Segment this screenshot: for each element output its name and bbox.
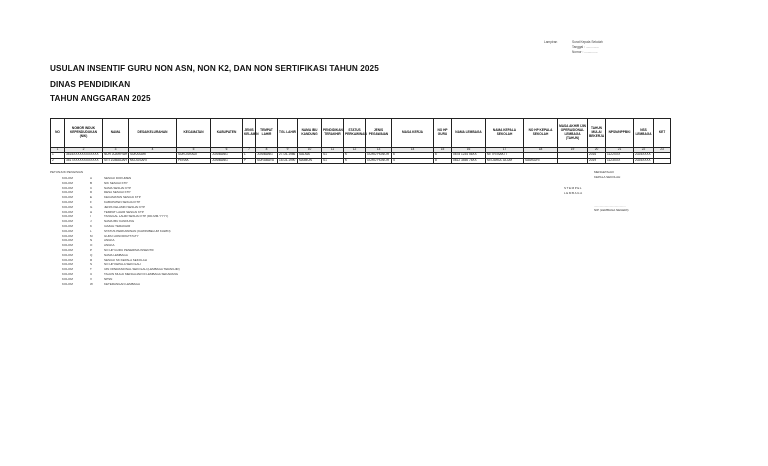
table-cell: 15-03-1990 [278, 158, 298, 164]
table-cell: P [243, 158, 256, 164]
petunjuk-kolom: KOLOM [62, 199, 73, 204]
signature-nip: NIP (LEMBAGA NEGERI) [594, 208, 629, 213]
petunjuk-kolom: KOLOM [62, 233, 73, 238]
stamp-line: STEMPEL [564, 186, 583, 190]
table-header-cell: NO HP GURU [434, 119, 452, 148]
petunjuk-desc: ANGKA [104, 238, 115, 243]
petunjuk-desc: SESUAI DOKUMEN [104, 176, 132, 180]
table-cell: MI DARUL ULUM [486, 158, 524, 164]
petunjuk-kolom: KOLOM [62, 223, 73, 228]
column-number-cell: 1 [51, 148, 65, 153]
stamp-line: LEMBAGA [564, 190, 583, 195]
table-cell: 6 [392, 153, 434, 159]
petunjuk-kolom: KOLOM [62, 228, 73, 233]
petunjuk-kolom: KOLOM [62, 257, 73, 262]
table-cell: S1 [322, 153, 344, 159]
petunjuk-letter: G [90, 204, 93, 209]
petunjuk-letter: E [90, 195, 93, 200]
petunjuk-desc: ANGKA [104, 243, 115, 248]
lampiran-key: Lampiran [544, 40, 558, 44]
petunjuk-letter: A [90, 176, 93, 180]
petunjuk-desc: NO HP GURU PENERIMA INSENTIF [104, 247, 154, 252]
table-cell: 2025XXXX [634, 158, 654, 164]
table-cell: SALMA [298, 153, 322, 159]
document-subtitle: DINAS PENDIDIKAN [50, 80, 131, 89]
petunjuk-letter: W [90, 281, 93, 286]
petunjuk-desc: NPSN [104, 276, 113, 281]
table-header-cell: KECAMATAN [177, 119, 211, 148]
stamp-placeholder [564, 186, 583, 195]
table-header-cell: NO [51, 119, 65, 148]
petunjuk-kolom: KOLOM [62, 204, 73, 209]
petunjuk-desc: NAMA LEMBAGA [104, 252, 128, 257]
column-number-cell: 15 [434, 148, 452, 153]
petunjuk-letter: V [90, 276, 93, 281]
petunjuk-item [50, 282, 244, 287]
table-cell: MOJOSARI [129, 158, 177, 164]
table-cell: S1 [322, 158, 344, 164]
table-cell: GURU HONOR [366, 153, 392, 159]
table-cell: 1123XXX [606, 158, 634, 164]
petunjuk-letter: C [90, 185, 93, 190]
petunjuk-desc: IJAZAH TERAKHIR [104, 223, 131, 228]
petunjuk-letter: N [90, 238, 93, 243]
signature-line1: MENGETAHUI [594, 170, 614, 174]
column-number-cell: 12 [344, 148, 366, 153]
table-cell [654, 158, 671, 164]
table-header-cell: MASA KERJA [392, 119, 434, 148]
lampiran-row [544, 50, 616, 55]
petunjuk-letter: S [90, 262, 93, 267]
petunjuk-desc: TEMPAT LAHIR SESUAI KTP [104, 209, 144, 214]
column-number-cell: 10 [298, 148, 322, 153]
table-header-cell: MASA AKHIR IJIN OPERASIONAL LEMBAGA (TAHUN) [558, 119, 588, 148]
table-header-cell: DESA/KELURAHAN [129, 119, 177, 148]
petunjuk-desc: NAMA SESUAI KTP [104, 185, 132, 190]
table-header-cell: KABUPATEN [211, 119, 243, 148]
table-header-row [51, 119, 671, 148]
petunjuk-desc: IJIN OPERASIONAL SEKOLAH (LEMBAGA TERAKHIR) [104, 267, 180, 272]
petunjuk-desc: TAHUN MULAI MENGAJAR DI LEMBAGA SEKARANG [104, 271, 179, 276]
table-cell: GURU HONOR [366, 158, 392, 164]
table-header-cell: NPSN/NPPBKI [606, 119, 634, 148]
table-cell: SAMSURI [524, 158, 558, 164]
column-number-cell: 3 [103, 148, 129, 153]
column-number-cell: 5 [177, 148, 211, 153]
table-header-cell: TAHUN MULAI BEKERJA [588, 119, 606, 148]
petunjuk-list [50, 176, 244, 286]
petunjuk-letter: I [90, 214, 91, 219]
petunjuk-kolom: KOLOM [62, 281, 73, 286]
petunjuk-desc: SESUAI SK KEPALA SEKOLAH [104, 257, 147, 262]
table-header-cell: NAMA IBU KANDUNG [298, 119, 322, 148]
petunjuk-letter: L [90, 228, 92, 233]
petunjuk-kolom: KOLOM [62, 247, 73, 252]
petunjuk-letter: Q [90, 252, 93, 257]
petunjuk-kolom: KOLOM [62, 180, 73, 185]
table-cell: SURABAYA [256, 158, 278, 164]
petunjuk-kolom: KOLOM [62, 195, 73, 200]
signature-block [594, 170, 628, 213]
petunjuk-desc: NO HP KEPALA SEKOLAH [104, 262, 141, 267]
column-number-cell: 21 [606, 148, 634, 153]
petunjuk-letter: R [90, 257, 93, 262]
lampiran-value: Tanggal : ............... [572, 45, 600, 49]
petunjuk-letter: D [90, 190, 93, 195]
petunjuk-kolom: KOLOM [62, 267, 73, 272]
column-number-cell: 11 [322, 148, 344, 153]
petunjuk-letter: P [90, 247, 93, 252]
table-cell: MAIMUN [298, 158, 322, 164]
petunjuk-kolom: KOLOM [62, 209, 73, 214]
column-number-cell: 8 [256, 148, 278, 153]
petunjuk-kolom: KOLOM [62, 276, 73, 281]
lampiran-key [544, 50, 572, 55]
table-cell [558, 158, 588, 164]
column-number-cell: 4 [129, 148, 177, 153]
document-title: USULAN INSENTIF GURU NON ASN, NON K2, DAN NON SERTIFIKASI TAHUN 2025 [50, 64, 379, 73]
table-cell: 2025XXXX [634, 153, 654, 159]
table-cell: 27-04-1986 [278, 153, 298, 159]
petunjuk-desc: GURU HONOR/GTT/GTY [104, 233, 139, 238]
table-header-cell: STATUS PERKAWINAN [344, 119, 366, 148]
column-number-cell: 13 [366, 148, 392, 153]
table-header-cell: NAMA LEMBAGA [452, 119, 486, 148]
column-number-cell: 14 [392, 148, 434, 153]
petunjuk-kolom: KOLOM [62, 262, 73, 267]
document-year: TAHUN ANGGARAN 2025 [50, 94, 151, 103]
table-header-cell: NAMA [103, 119, 129, 148]
table-cell: 6 [434, 153, 452, 159]
column-number-cell: 17 [486, 148, 524, 153]
table-cell: JOMBANG [211, 153, 243, 159]
petunjuk-kolom: KOLOM [62, 190, 73, 195]
column-number-cell: 23 [654, 148, 671, 153]
table-header-cell: JENIS KELAMIN [243, 119, 256, 148]
column-number-cell: 6 [211, 148, 243, 153]
petunjuk-letter: U [90, 271, 93, 276]
table-header-cell: TEMPAT LAHIR [256, 119, 278, 148]
column-number-cell: 18 [524, 148, 558, 153]
column-number-cell: 9 [278, 148, 298, 153]
table-cell: 2019 [588, 158, 606, 164]
table-cell: SUKASARI [129, 153, 177, 159]
table-cell: PERAK [177, 158, 211, 164]
petunjuk-kolom: KOLOM [62, 185, 73, 190]
table-header-cell: NAMA KEPALA SEKOLAH [486, 119, 524, 148]
petunjuk-title: PETUNJUK PENGISIAN [50, 170, 84, 174]
petunjuk-desc: TANGGAL LAHIR SESUAI KTP (DD-MM-YYYY) [104, 214, 169, 219]
petunjuk-kolom: KOLOM [62, 243, 73, 248]
table-header-cell: PENDIDIKAN TERAKHIR [322, 119, 344, 148]
table-cell: JOMBANG [211, 158, 243, 164]
table-cell: 8 [434, 158, 452, 164]
petunjuk-desc: JENIS KELAMIN SESUAI KTP [104, 204, 146, 209]
table-cell: SUKOSRADI [177, 153, 211, 159]
petunjuk-letter: K [90, 223, 93, 228]
signature-line2: KEPALA SEKOLAH [594, 174, 621, 179]
table-row [51, 158, 671, 164]
petunjuk-letter: F [90, 199, 92, 204]
column-number-cell: 7 [243, 148, 256, 153]
petunjuk-letter: J [90, 219, 92, 224]
petunjuk-desc: DESA SESUAI KTP [104, 190, 131, 195]
petunjuk-letter: H [90, 209, 93, 214]
petunjuk-letter: T [90, 267, 92, 272]
petunjuk-pengisian [50, 170, 244, 286]
column-number-cell: 22 [634, 148, 654, 153]
petunjuk-kolom: KOLOM [62, 238, 73, 243]
column-number-cell: 16 [452, 148, 486, 153]
usulan-table [50, 118, 671, 164]
petunjuk-desc: STATUS PERKAWINAN (KAWIN/BELUM KAWIN) [104, 228, 171, 233]
petunjuk-desc: KETERANGAN LEMBAGA [104, 281, 141, 286]
column-number-cell: 20 [588, 148, 606, 153]
table-header-cell: NO HP KEPALA SEKOLAH [524, 119, 558, 148]
table-header-cell: KET [654, 119, 671, 148]
table-cell: 4 [392, 158, 434, 164]
table-cell: 1122XXX [606, 153, 634, 159]
petunjuk-kolom: KOLOM [62, 219, 73, 224]
petunjuk-kolom: KOLOM [62, 271, 73, 276]
lampiran-value: Nomor : ............... [572, 50, 598, 54]
table-cell: MI TRI BAKTI [486, 153, 524, 159]
table-header-cell: JENIS PEGAWAIAN [366, 119, 392, 148]
petunjuk-kolom: KOLOM [62, 252, 73, 257]
signature-blank-line: ...................................... [594, 203, 626, 208]
petunjuk-kolom: KOLOM [62, 176, 73, 180]
table-cell: K [344, 153, 366, 159]
table-cell: L [243, 153, 256, 159]
table-cell: 0878 1234 56XX [452, 153, 486, 159]
table-cell: 3515XXXXXXXXXXXX [65, 153, 103, 159]
lampiran-block [544, 40, 616, 55]
table-cell: 0812 3456 78XX [452, 158, 486, 164]
petunjuk-letter: M [90, 233, 93, 238]
table-header-cell: NSS LEMBAGA [634, 119, 654, 148]
lampiran-value: Surat Kepala Sekolah [572, 40, 603, 44]
table-cell: SITI ZUBAIDAH [104, 157, 127, 162]
table-cell: K [344, 158, 366, 164]
petunjuk-kolom: KOLOM [62, 214, 73, 219]
table-header-cell: TGL LAHIR [278, 119, 298, 148]
table-header-cell: NOMOR INDUK KEPENDUDUKAN (NIK) [65, 119, 103, 148]
petunjuk-desc: NIK SESUAI KTP [104, 180, 128, 185]
column-number-cell: 19 [558, 148, 588, 153]
column-number-cell: 2 [65, 148, 103, 153]
petunjuk-desc: NAMA IBU KANDUNG [104, 219, 135, 224]
table-cell: JOMBANG [256, 153, 278, 159]
table-cell: NUR JUARIYAH [104, 152, 128, 157]
petunjuk-letter: O [90, 243, 93, 248]
table-cell: 2 [51, 158, 65, 164]
petunjuk-desc: KABUPATEN SESUAI KTP [104, 199, 141, 204]
table-cell: 1 [51, 153, 65, 159]
table-cell: 2016 [588, 153, 606, 159]
petunjuk-desc: KECAMATAN SESUAI KTP [104, 195, 141, 200]
petunjuk-letter: B [90, 180, 93, 185]
table-cell: 3517XXXXXXXXXXXX [65, 158, 103, 164]
